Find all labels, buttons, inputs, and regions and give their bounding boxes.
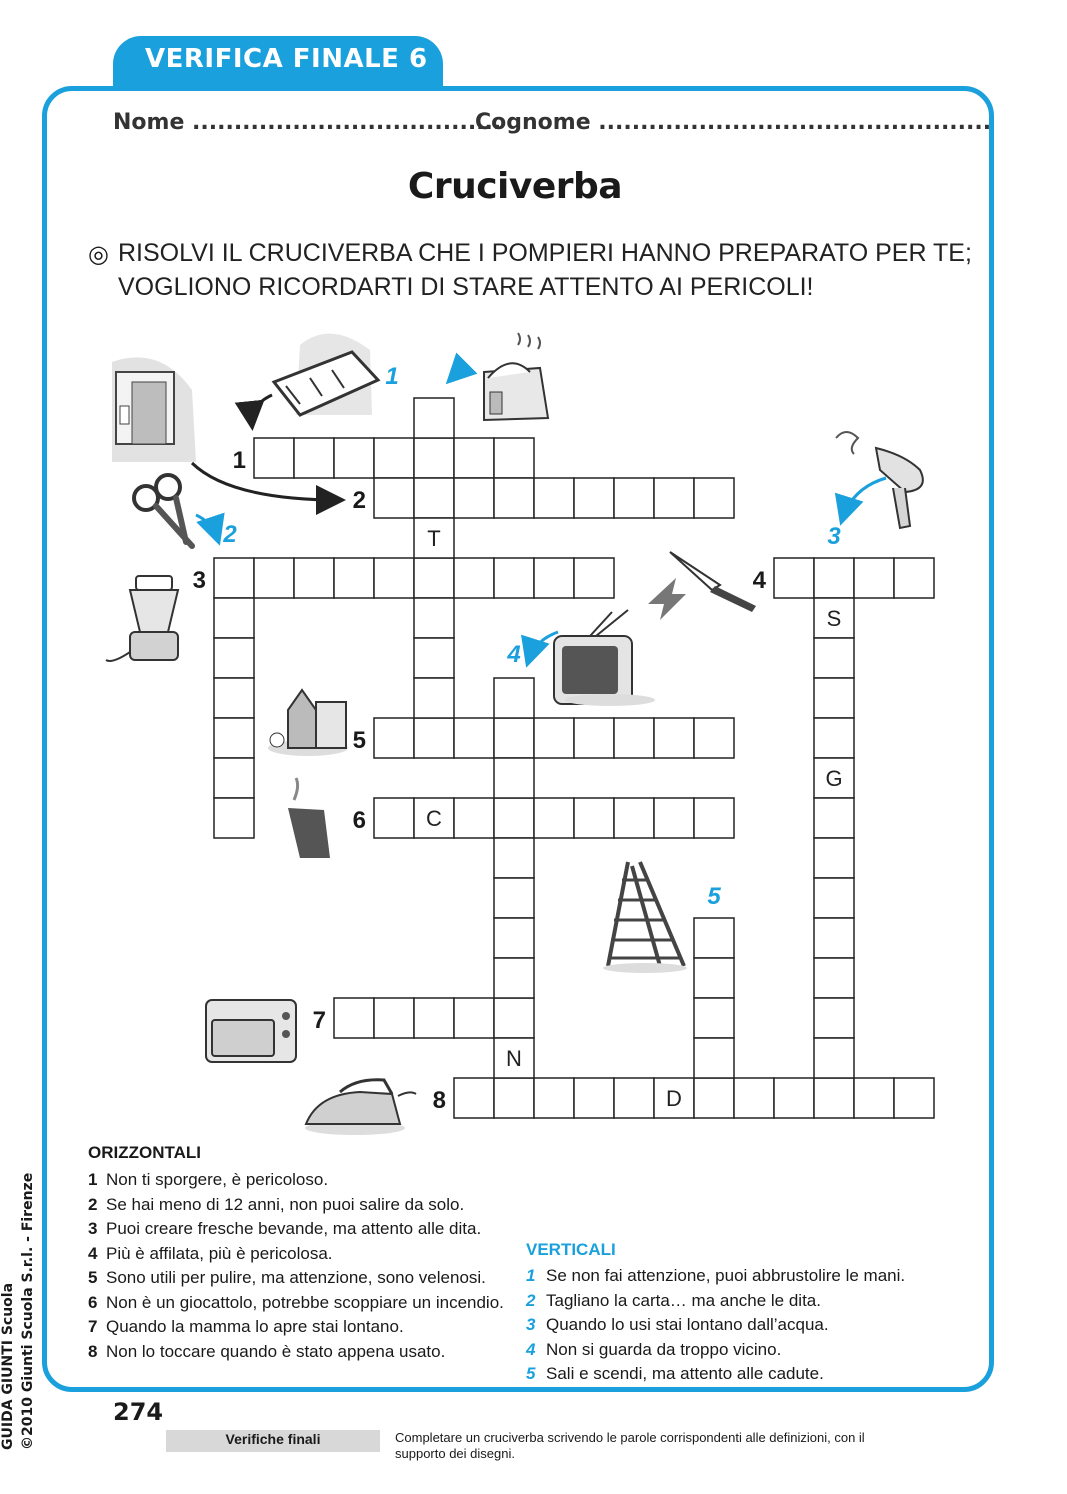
clue-text: Non lo toccare quando è stato appena usato. [106, 1341, 446, 1361]
surname-field: Cognome ............................................... [475, 110, 992, 135]
crossword-cell[interactable] [574, 798, 614, 838]
down-heading: VERTICALI [526, 1240, 616, 1259]
crossword-cell[interactable] [574, 558, 614, 598]
across-number: 6 [352, 807, 366, 834]
crossword-cell[interactable] [454, 1078, 494, 1118]
crossword-cell[interactable] [614, 718, 654, 758]
crossword-cell[interactable] [454, 558, 494, 598]
crossword-cell[interactable] [494, 878, 534, 918]
crossword-cell[interactable] [894, 558, 934, 598]
crossword-cell[interactable] [494, 998, 534, 1038]
across-number: 2 [352, 487, 366, 514]
crossword-cell[interactable] [694, 998, 734, 1038]
crossword-cell[interactable] [614, 1078, 654, 1118]
crossword-cell[interactable] [814, 878, 854, 918]
crossword-cell[interactable] [654, 798, 694, 838]
clue-item [88, 1242, 518, 1267]
crossword-cell[interactable] [214, 678, 254, 718]
crossword-cell[interactable] [814, 998, 854, 1038]
crossword-cell[interactable] [454, 478, 494, 518]
clue-text: Tagliano la carta… ma anche le dita. [546, 1290, 821, 1310]
down-number: 3 [827, 523, 841, 550]
crossword-cell[interactable] [854, 1078, 894, 1118]
blender-icon [106, 576, 178, 661]
crossword-cell[interactable] [414, 718, 454, 758]
crossword-cell[interactable] [494, 838, 534, 878]
crossword-cell[interactable] [734, 1078, 774, 1118]
clue-text: Più è affilata, più è pericolosa. [106, 1243, 333, 1263]
crossword-cell[interactable] [814, 958, 854, 998]
clue-number: 3 [88, 1219, 98, 1238]
down-clues [526, 1264, 956, 1387]
crossword-cell[interactable] [694, 1038, 734, 1078]
crossword-cell[interactable] [534, 1078, 574, 1118]
crossword-cell[interactable] [814, 718, 854, 758]
crossword-cell[interactable] [534, 478, 574, 518]
across-heading: ORIZZONTALI [88, 1143, 201, 1162]
scissors-icon [134, 475, 192, 546]
crossword-cell[interactable] [334, 438, 374, 478]
clue-item [88, 1193, 518, 1218]
clue-text: Se hai meno di 12 anni, non puoi salire da solo. [106, 1194, 465, 1214]
crossword-cell[interactable] [214, 598, 254, 638]
crossword-cell[interactable] [694, 798, 734, 838]
crossword-cell[interactable] [454, 798, 494, 838]
crossword-cell[interactable] [414, 438, 454, 478]
side-credit-line-1: GUIDA GIUNTI Scuola [0, 1282, 16, 1450]
given-letter: G [825, 766, 843, 791]
crossword-cell[interactable] [814, 918, 854, 958]
clue-text: Puoi creare fresche bevande, ma attento alle dita. [106, 1219, 482, 1238]
down-number: 2 [223, 521, 237, 548]
crossword-cell[interactable] [534, 718, 574, 758]
clue-number: 3 [526, 1315, 536, 1334]
clue-item [526, 1362, 956, 1387]
crossword-cell[interactable] [494, 438, 534, 478]
elevator-icon [112, 357, 196, 462]
clue-item [526, 1313, 956, 1338]
clue-text: Quando la mamma lo apre stai lontano. [106, 1317, 404, 1336]
crossword-cell[interactable] [654, 718, 694, 758]
clue-number: 5 [88, 1268, 98, 1287]
crossword-cell[interactable] [414, 478, 454, 518]
crossword-cell[interactable] [694, 718, 734, 758]
clue-item [526, 1264, 956, 1289]
clue-number: 2 [88, 1194, 98, 1214]
crossword-cell[interactable] [534, 558, 574, 598]
footer-note: Completare un cruciverba scrivendo le parole corrispondenti alle definizioni, con il supporto dei disegni. [395, 1430, 865, 1461]
crossword-cell[interactable] [694, 918, 734, 958]
clue-text: Sono utili per pulire, ma attenzione, sono velenosi. [106, 1268, 486, 1287]
crossword-cell[interactable] [414, 678, 454, 718]
clue-item [88, 1217, 518, 1242]
footer-section: Verifiche finali [225, 1431, 321, 1447]
crossword-cell[interactable] [574, 1078, 614, 1118]
iron-icon [305, 1080, 416, 1135]
crossword-cell[interactable] [614, 478, 654, 518]
clue-text: Non si guarda da troppo vicino. [546, 1339, 782, 1359]
crossword-cell[interactable] [534, 798, 574, 838]
crossword-cell[interactable] [494, 798, 534, 838]
crossword-cell[interactable] [414, 638, 454, 678]
cleaners-icon [268, 690, 348, 756]
crossword-cell[interactable] [694, 958, 734, 998]
clue-number: 1 [526, 1266, 536, 1285]
instruction-line-1: RISOLVI IL CRUCIVERBA CHE I POMPIERI HANNO PREPARATO PER TE; [118, 239, 972, 267]
crossword-cell[interactable] [654, 478, 694, 518]
crossword-cell[interactable] [814, 558, 854, 598]
crossword-cell[interactable] [574, 718, 614, 758]
down-number: 4 [507, 641, 521, 668]
crossword-cell[interactable] [214, 758, 254, 798]
window-icon [274, 334, 378, 415]
crossword-cell[interactable] [454, 438, 494, 478]
crossword-cell[interactable] [374, 558, 414, 598]
crossword-cell[interactable] [454, 718, 494, 758]
crossword-cell[interactable] [774, 558, 814, 598]
crossword-cell[interactable] [334, 558, 374, 598]
crossword-cell[interactable] [214, 558, 254, 598]
given-letter: N [506, 1046, 522, 1071]
crossword-cell[interactable] [494, 918, 534, 958]
down-number: 5 [707, 883, 721, 910]
clue-number: 8 [88, 1341, 98, 1361]
down-number: 1 [385, 363, 399, 390]
across-clues [88, 1168, 518, 1364]
clue-number: 7 [88, 1317, 98, 1336]
crossword-cell[interactable] [494, 678, 534, 718]
lighter-icon [288, 778, 330, 858]
across-number: 8 [432, 1087, 446, 1114]
clue-item [88, 1266, 518, 1291]
crossword-cell[interactable] [294, 558, 334, 598]
crossword-cell[interactable] [814, 798, 854, 838]
spiral-icon: ◎ [88, 241, 109, 268]
across-number: 4 [752, 567, 766, 594]
across-number: 5 [352, 727, 366, 754]
crossword-cell[interactable] [574, 478, 614, 518]
crossword-cell[interactable] [214, 798, 254, 838]
side-credit [0, 1132, 42, 1452]
given-letter: T [427, 526, 441, 551]
given-letter: S [826, 606, 842, 631]
clue-item [88, 1168, 518, 1193]
crossword-cell[interactable] [814, 1078, 854, 1118]
side-credit-line-2: ©2010 Giunti Scuola S.r.l. - Firenze [20, 1172, 36, 1450]
clue-number: 4 [88, 1243, 98, 1263]
given-letter: C [426, 806, 442, 831]
clue-number: 2 [526, 1290, 536, 1310]
crossword-cell[interactable] [494, 958, 534, 998]
crossword-cell[interactable] [614, 798, 654, 838]
toaster-icon [484, 333, 548, 420]
clue-item [88, 1315, 518, 1340]
crossword-cell[interactable] [374, 478, 414, 518]
crossword-cell[interactable] [494, 558, 534, 598]
page-number: 274 [113, 1398, 164, 1426]
clue-text: Sali e scendi, ma attento alle cadute. [546, 1364, 824, 1383]
crossword-cell[interactable] [334, 998, 374, 1038]
crossword-cell[interactable] [374, 798, 414, 838]
crossword-cell[interactable] [414, 398, 454, 438]
crossword-cell[interactable] [814, 638, 854, 678]
across-number: 3 [192, 567, 206, 594]
instruction-line-2: VOGLIONO RICORDARTI DI STARE ATTENTO AI PERICOLI! [118, 273, 814, 301]
clue-item [526, 1289, 956, 1314]
crossword-cell[interactable] [814, 838, 854, 878]
crossword-cell[interactable] [814, 1038, 854, 1078]
crossword-cell[interactable] [694, 1078, 734, 1118]
crossword-cell[interactable] [374, 438, 414, 478]
crossword-cell[interactable] [814, 678, 854, 718]
crossword-cell[interactable] [374, 998, 414, 1038]
clue-number: 6 [88, 1292, 98, 1312]
crossword-cell[interactable] [214, 638, 254, 678]
name-field: Nome ..................................... [113, 110, 502, 135]
clue-number: 5 [526, 1364, 536, 1383]
crossword-cell[interactable] [254, 438, 294, 478]
crossword-cell[interactable] [414, 598, 454, 638]
crossword-cell[interactable] [494, 758, 534, 798]
knife-icon [648, 552, 756, 620]
across-number: 1 [232, 447, 246, 474]
oven-icon [206, 1000, 296, 1062]
clue-item [526, 1338, 956, 1363]
clue-item [88, 1291, 518, 1316]
crossword-cell[interactable] [254, 558, 294, 598]
crossword-cell[interactable] [494, 478, 534, 518]
crossword-cell[interactable] [854, 558, 894, 598]
crossword-cell[interactable] [374, 718, 414, 758]
crossword-cell[interactable] [414, 998, 454, 1038]
clue-text: Non è un giocattolo, potrebbe scoppiare un incendio. [106, 1292, 504, 1312]
page-title: Cruciverba [407, 166, 623, 207]
across-number: 7 [312, 1007, 326, 1034]
clue-text: Quando lo usi stai lontano dall’acqua. [546, 1315, 829, 1334]
given-letter: D [666, 1086, 682, 1111]
crossword-cell[interactable] [894, 1078, 934, 1118]
crossword-cell[interactable] [414, 558, 454, 598]
crossword-cell[interactable] [214, 718, 254, 758]
tv-icon [554, 610, 655, 706]
crossword-cell[interactable] [494, 1078, 534, 1118]
crossword-cell[interactable] [774, 1078, 814, 1118]
ladder-icon [603, 862, 687, 973]
crossword-cell[interactable] [494, 718, 534, 758]
clue-text: Non ti sporgere, è pericoloso. [106, 1170, 329, 1189]
crossword-cell[interactable] [454, 998, 494, 1038]
tab-title: VERIFICA FINALE 6 [145, 44, 428, 74]
crossword-cell[interactable] [694, 478, 734, 518]
clue-item [88, 1340, 518, 1365]
clue-number: 1 [88, 1170, 98, 1189]
clue-text: Se non fai attenzione, puoi abbrustolire le mani. [546, 1266, 906, 1285]
crossword-cell[interactable] [294, 438, 334, 478]
clue-number: 4 [526, 1339, 536, 1359]
